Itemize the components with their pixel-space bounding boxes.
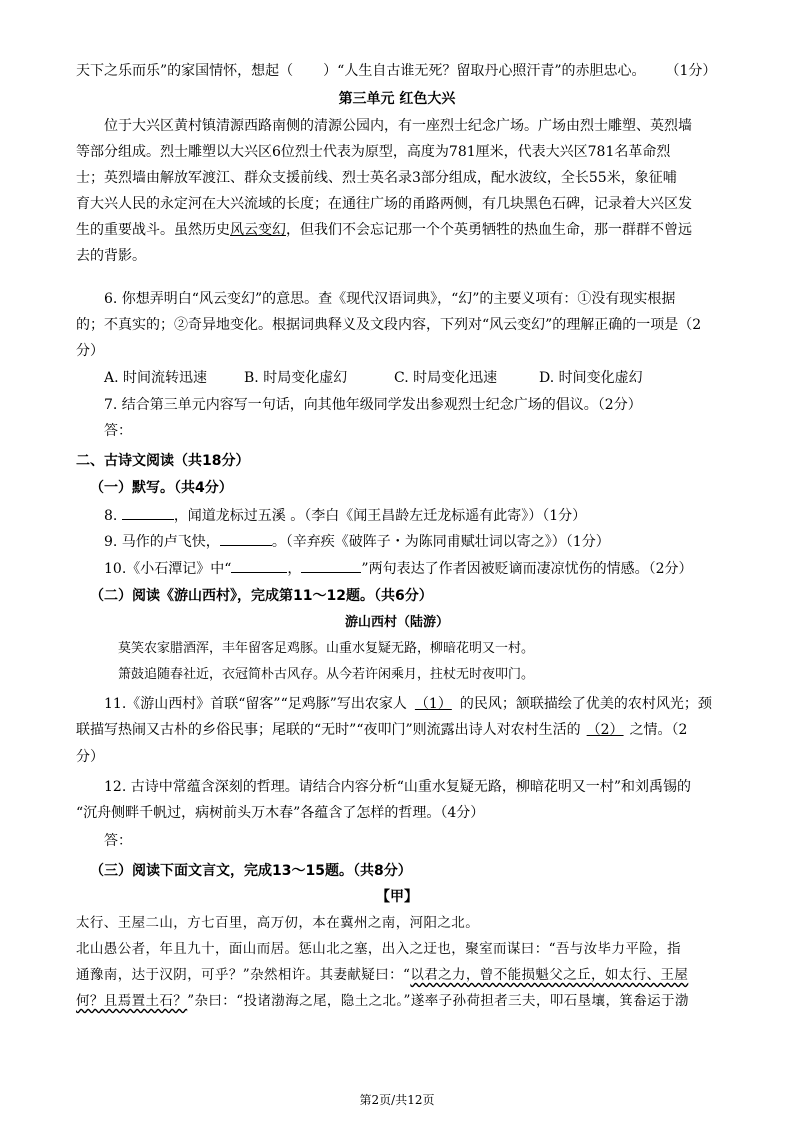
answer-blank[interactable] [220, 531, 272, 546]
unit3-para-line: 士；英烈墙由解放军渡江、群众支援前线、烈士英名录3部分组成，配水波纹，全长55米，象征哺 [76, 170, 677, 186]
answer-blank[interactable]: （2） [586, 722, 624, 738]
answer-blank[interactable] [293, 61, 323, 75]
answer-label: 答： [104, 833, 132, 849]
unit3-para-line: 位于大兴区黄村镇清源西路南侧的清源公园内，有一座烈士纪念广场。广场由烈士雕塑、英烈墙 [104, 118, 692, 134]
poem-line: 箫鼓追随春社近，衣冠简朴古风存。从今若许闲乘月，拄杖无时夜叩门。 [118, 667, 535, 682]
question-6: 的；不真实的；②奇异地变化。根据词典释义及文段内容，下列对“风云变幻”的理解正确的一项是（2 [76, 317, 702, 333]
unit3-para-line: 生的重要战斗。虽然历史风云变幻，但我们不会忘记那一个个英勇牺牲的热血生命，那一群群不曾远 [76, 222, 692, 238]
poem-title: 游山西村（陆游） [344, 615, 449, 630]
wavy-underlined-text: 以君之力，曾不能损魁父之丘，如太行、王屋 [410, 967, 689, 983]
page-number: 第2页/共12页 [359, 1093, 435, 1107]
text-label-jia: 【甲】 [376, 889, 418, 905]
underlined-term: 风云变幻 [230, 222, 286, 238]
unit3-title: 第三单元 红色大兴 [338, 91, 456, 107]
part2-title: 二、古诗文阅读（共18分） [76, 453, 250, 469]
wavy-underlined-text: 何？且焉置土石？ [76, 993, 188, 1009]
poem-line: 莫笑农家腊酒浑，丰年留客足鸡豚。山重水复疑无路，柳暗花明又一村。 [118, 641, 535, 656]
classical-text-line: 太行、王屋二山，方七百里，高万仞，本在冀州之南，河阳之北。 [76, 915, 480, 931]
answer-blank[interactable] [231, 558, 287, 573]
question-6: 分） [76, 343, 104, 359]
carry-over-line: 天下之乐而乐”的家国情怀，想起（ ）“人生自古谁无死？留取丹心照汗青”的赤胆忠心。 （1分） [76, 63, 717, 79]
question-10: 10.《小石潭记》中“ ， ”两句表达了作者因被贬谪而凄凉忧伤的情感。（2分） [104, 558, 748, 579]
classical-text-line: 何？且焉置土石？”杂曰：“投诸渤海之尾，隐土之北。”遂率子孙荷担者三夫，叩石垦壤，箕畚运于渤 [76, 993, 689, 1009]
question-8: 8. ，闻道龙标过五溪 。（李白《闻王昌龄左迁龙标遥有此寄》）（1分） [104, 505, 748, 526]
classical-text-line: 通豫南，达于汉阴，可乎？”杂然相许。其妻献疑曰：“以君之力，曾不能损魁父之丘，如太行、王屋 [76, 967, 689, 983]
question-9: 9. 马作的卢飞快， 。（辛弃疾《破阵子・为陈同甫赋壮词以寄之》）（1分） [104, 531, 748, 552]
answer-label: 答： [104, 423, 132, 439]
answer-blank[interactable] [301, 558, 361, 573]
section-heading: （一）默写。（共4分） [90, 480, 233, 496]
unit3-para-line: 等部分组成。烈士雕塑以大兴区6位烈士代表为原型，高度为781厘米，代表大兴区781名革命烈 [76, 144, 671, 160]
unit3-para-line: 去的背影。 [76, 248, 146, 264]
question-11: 分） [76, 749, 104, 765]
answer-blank[interactable] [122, 505, 174, 520]
option-d[interactable]: D. 时间变化虚幻 [539, 370, 643, 386]
question-11: 联描写热闹又古朴的乡俗民事；尾联的“无时”“夜叩门”则流露出诗人对农村生活的 （2） 之情。（2 [76, 722, 688, 738]
option-a[interactable]: A. 时间流转迅速 [104, 370, 208, 386]
question-12: “沉舟侧畔千帆过，病树前头万木春”各蕴含了怎样的哲理。（4分） [76, 805, 485, 821]
section-heading: （二）阅读《游山西村》，完成第11～12题。（共6分） [90, 588, 433, 604]
question-7: 7. 结合第三单元内容写一句话，向其他年级同学发出参观烈士纪念广场的倡议。（2分） [104, 397, 642, 413]
option-c[interactable]: C. 时局变化迅速 [394, 370, 498, 386]
unit3-para-line: 育大兴人民的永定河在大兴流域的长度；在通往广场的甬路两侧，有几块黑色石碑，记录着大兴区发 [76, 196, 692, 212]
question-12: 12. 古诗中常蕴含深刻的哲理。请结合内容分析“山重水复疑无路，柳暗花明又一村”和刘禹锡的 [104, 779, 692, 795]
question-6: 6. 你想弄明白“风云变幻”的意思。查《现代汉语词典》，“幻”的主要义项有：①没有现实根据 [104, 291, 676, 307]
question-11: 11.《游山西村》首联“留客”“足鸡豚”写出农家人 （1） 的民风；颔联描绘了优美的农村风光；颈 [104, 696, 712, 712]
answer-blank[interactable]: （1） [414, 696, 452, 712]
section-heading: （三）阅读下面文言文，完成13～15题。（共8分） [90, 863, 412, 879]
option-b[interactable]: B. 时局变化虚幻 [244, 370, 348, 386]
classical-text-line: 北山愚公者，年且九十，面山而居。惩山北之塞，出入之迂也，聚室而谋曰：“吾与汝毕力平险，指 [76, 941, 681, 957]
